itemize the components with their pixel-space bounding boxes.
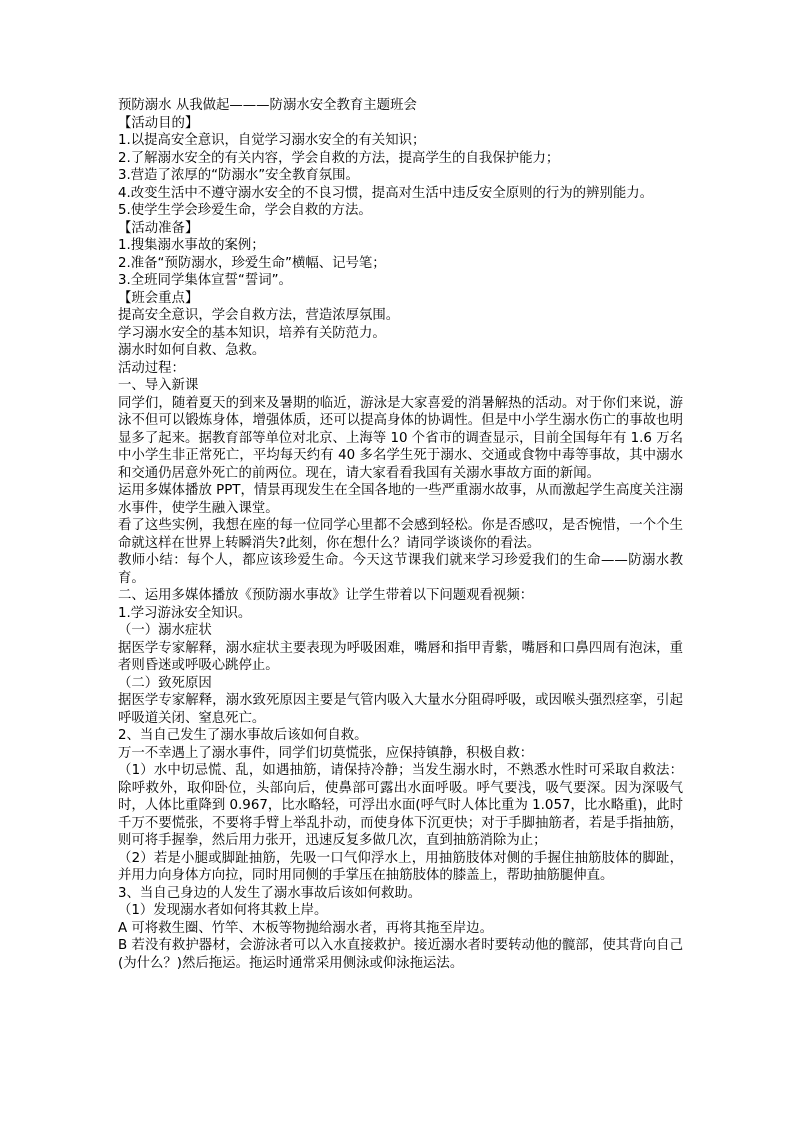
cause-text: 据医学专家解释，溺水致死原因主要是气管内吸入大量水分阻碍呼吸，或因喉头强烈痉挛，引起呼吸道关闭、窒息死亡。 <box>118 693 683 726</box>
preparation-item-3: 3.全班同学集体宣誓“誓词”。 <box>118 273 292 288</box>
document-title: 预防溺水 从我做起———防溺水安全教育主题班会 <box>118 98 417 113</box>
part1-paragraph-2: 运用多媒体播放 PPT，情景再现发生在全国各地的一些严重溺水故事，从而激起学生高度关注溺水事件，使学生融入课堂。 <box>118 483 683 516</box>
document-page <box>118 97 683 972</box>
key-point-2: 学习溺水安全的基本知识，培养有关防范力。 <box>118 325 386 341</box>
part1-paragraph-4: 教师小结：每个人，都应该珍爱生命。今天这节课我们就来学习珍爱我们的生命——防溺水教育。 <box>118 553 683 586</box>
key-point-3: 溺水时如何自救、急救。 <box>118 343 266 358</box>
part2-sub-2: 2、当自己发生了溺水事故后该如何自救。 <box>118 728 368 743</box>
objective-heading: 【活动目的】 <box>118 115 199 131</box>
process-heading: 活动过程： <box>118 360 185 376</box>
cause-heading: （二）致死原因 <box>118 675 212 691</box>
preparation-heading: 【活动准备】 <box>118 220 199 236</box>
part2-heading: 二、运用多媒体播放《预防溺水事故》让学生带着以下问题观看视频： <box>118 588 534 603</box>
symptom-heading: （一）溺水症状 <box>118 623 212 638</box>
objective-item-2: 2.了解溺水安全的有关内容，学会自救的方法，提高学生的自我保护能力； <box>118 150 560 166</box>
part2-sub-1: 1.学习游泳安全知识。 <box>118 605 252 621</box>
objective-item-1: 1.以提高安全意识，自觉学习溺水安全的有关知识； <box>118 133 426 148</box>
objective-item-5: 5.使学生学会珍爱生命，学会自救的方法。 <box>118 203 372 218</box>
part1-heading: 一、导入新课 <box>118 378 199 393</box>
part1-paragraph-3: 看了这些实例，我想在座的每一位同学心里都不会感到轻松。你是否感叹，是否惋惜，一个个生命就这样在世界上转瞬消失?此刻，你在想什么？请同学谈谈你的看法。 <box>118 518 683 551</box>
preparation-item-2: 2.准备“预防溺水，珍爱生命”横幅、记号笔； <box>118 255 386 271</box>
key-points-heading: 【班会重点】 <box>118 290 199 306</box>
self-rescue-step-2: （2）若是小腿或脚趾抽筋，先吸一口气仰浮水上，用抽筋肢体对侧的手握住抽筋肢体的脚趾，并用力向身体方向拉，同时用同侧的手掌压在抽筋肢体的膝盖上，帮助抽筋腿伸直。 <box>118 850 683 883</box>
self-rescue-step-1: （1）水中切忌慌、乱，如遇抽筋，请保持冷静；当发生溺水时，不熟悉水性时可采取自救法：除呼救外，取仰卧位，头部向后，使鼻部可露出水面呼吸。呼气要浅，吸气要深。因为深吸气时，人体比重降到 0.967，比水略轻，可浮出水面(呼气时人体比重为 1.057，比水略重)，此时千万不要慌张，不要将手臂上举乱扑动，而使身体下沉更快；对于手脚抽筋者，若是手指抽筋，则可将手握拳，然后用力张开，迅速反复多做几次，直到抽筋消除为止； <box>118 763 683 848</box>
key-point-1: 提高安全意识，学会自救方法，营造浓厚氛围。 <box>118 308 400 323</box>
symptom-text: 据医学专家解释，溺水症状主要表现为呼吸困难，嘴唇和指甲青紫，嘴唇和口鼻四周有泡沫，重者则昏迷或呼吸心跳停止。 <box>118 640 683 673</box>
rescue-option-a: A 可将救生圈、竹竿、木板等物抛给溺水者，再将其拖至岸边。 <box>118 920 493 936</box>
objective-item-4: 4.改变生活中不遵守溺水安全的不良习惯，提高对生活中违反安全原则的行为的辨别能力。 <box>118 185 654 201</box>
self-rescue-intro: 万一不幸遇上了溺水事件，同学们切莫慌张，应保持镇静，积极自救： <box>118 745 534 761</box>
part1-paragraph-1: 同学们，随着夏天的到来及暑期的临近，游泳是大家喜爱的消暑解热的活动。对于你们来说，游泳不但可以锻炼身体，增强体质，还可以提高身体的协调性。但是中小学生溺水伤亡的事故也明显多了起来。据教育部等单位对北京、上海等 10 个省市的调查显示，目前全国每年有 1.6 万名中小学生非正常死亡，平均每天约有 40 多名学生死于溺水、交通或食物中毒等事故，其中溺水和交通仍居意外死亡的前两位。现在，请大家看看我国有关溺水事故方面的新闻。 <box>118 395 683 481</box>
objective-item-3: 3.营造了浓厚的“防溺水”安全教育氛围。 <box>118 168 359 183</box>
rescue-option-b: B 若没有救护器材，会游泳者可以入水直接救护。接近溺水者时要转动他的髋部，使其背向自己(为什么？)然后拖运。拖运时通常采用侧泳或仰泳拖运法。 <box>118 938 683 971</box>
preparation-item-1: 1.搜集溺水事故的案例； <box>118 238 265 253</box>
rescue-heading: （1）发现溺水者如何将其救上岸。 <box>118 903 328 918</box>
part2-sub-3: 3、当自己身边的人发生了溺水事故后该如何救助。 <box>118 885 422 901</box>
